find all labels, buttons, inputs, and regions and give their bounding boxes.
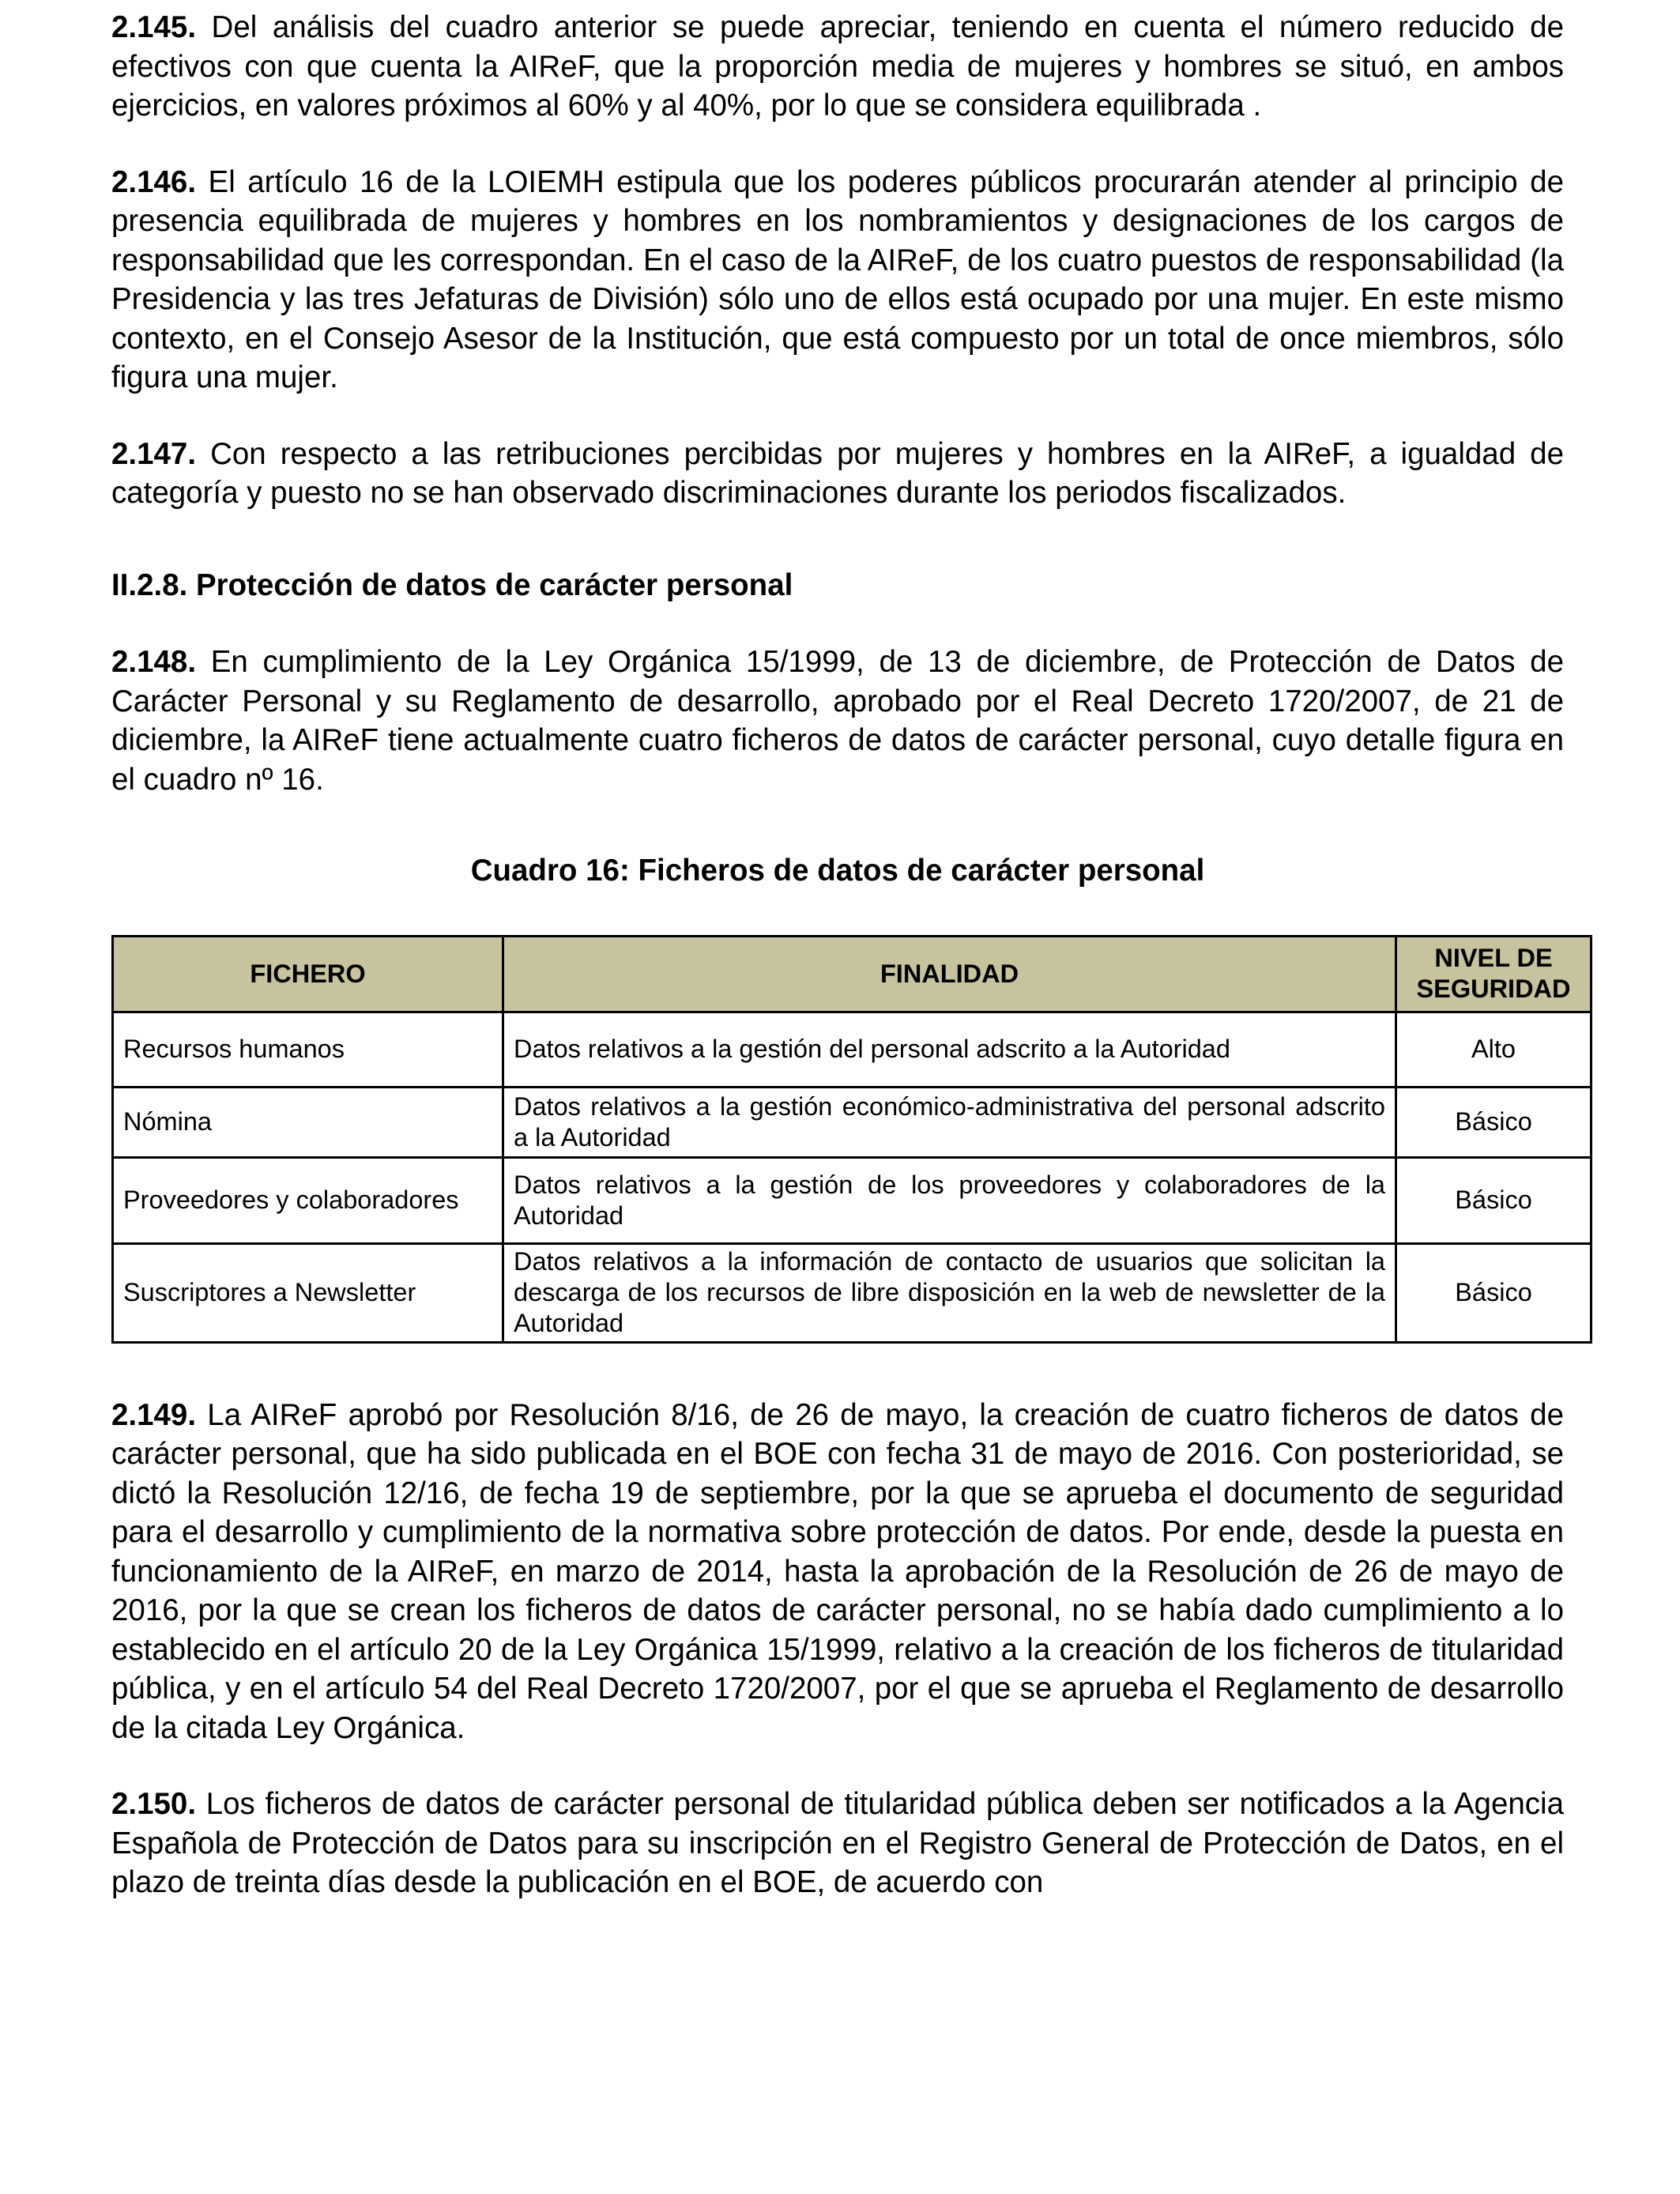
paragraph-number: 2.145. bbox=[111, 10, 197, 44]
paragraph-2-145 bbox=[111, 8, 1564, 126]
data-files-table bbox=[111, 935, 1592, 1344]
cell-nivel: Alto bbox=[1396, 1012, 1591, 1087]
table-header-row bbox=[113, 936, 1591, 1012]
cell-finalidad: Datos relativos a la gestión de los proveedores y colaboradores de la Autoridad bbox=[503, 1157, 1396, 1243]
paragraph-number: 2.150. bbox=[111, 1787, 197, 1821]
paragraph-text: En cumplimiento de la Ley Orgánica 15/1999, de 13 de diciembre, de Protección de Datos de Carácter Personal y su Reglamento de desarrollo, aprobado por el Real Decreto 1720/2007, de 21 de diciembre, la AIReF tiene actualmente cuatro ficheros de datos de carácter personal, cuyo detalle figura en el cuadro nº 16. bbox=[111, 645, 1564, 797]
cell-fichero: Nómina bbox=[113, 1087, 503, 1157]
section-heading: II.2.8. Protección de datos de carácter personal bbox=[111, 567, 793, 602]
table-row bbox=[113, 1012, 1591, 1087]
paragraph-text: Con respecto a las retribuciones percibidas por mujeres y hombres en la AIReF, a igualdad de categoría y puesto no se han observado discriminaciones durante los periodos fiscalizados. bbox=[111, 436, 1564, 510]
paragraph-2-149 bbox=[111, 1396, 1564, 1748]
paragraph-number: 2.149. bbox=[111, 1397, 197, 1432]
paragraph-2-146 bbox=[111, 163, 1564, 398]
cell-nivel: Básico bbox=[1396, 1243, 1591, 1342]
paragraph-2-148 bbox=[111, 643, 1564, 799]
table-row bbox=[113, 1157, 1591, 1243]
paragraph-text: Del análisis del cuadro anterior se puede apreciar, teniendo en cuenta el número reducido de efectivos con que cuenta la AIReF, que la proporción media de mujeres y hombres se situó, en ambos ejercicios, en valores próximos al 60% y al 40%, por lo que se considera equilibrada . bbox=[111, 10, 1564, 123]
paragraph-number: 2.148. bbox=[111, 645, 197, 679]
header-fichero: FICHERO bbox=[113, 936, 503, 1012]
table-row bbox=[113, 1087, 1591, 1157]
cell-fichero: Proveedores y colaboradores bbox=[113, 1157, 503, 1243]
paragraph-text: Los ficheros de datos de carácter personal de titularidad pública deben ser notificados a la Agencia Española de Protección de Datos para su inscripción en el Registro General de Protección de Datos, en el plazo de treinta días desde la publicación en el BOE, de acuerdo con bbox=[111, 1787, 1564, 1899]
header-finalidad: FINALIDAD bbox=[503, 936, 1396, 1012]
cell-nivel: Básico bbox=[1396, 1087, 1591, 1157]
cell-finalidad: Datos relativos a la información de contacto de usuarios que solicitan la descarga de los recursos de libre disposición en la web de newsletter de la Autoridad bbox=[503, 1243, 1396, 1342]
paragraph-number: 2.146. bbox=[111, 164, 197, 199]
paragraph-2-150 bbox=[111, 1785, 1564, 1902]
header-nivel-seguridad: NIVEL DE SEGURIDAD bbox=[1396, 936, 1591, 1012]
table-caption: Cuadro 16: Ficheros de datos de carácter personal bbox=[470, 854, 1205, 888]
paragraph-number: 2.147. bbox=[111, 436, 197, 471]
paragraph-text: La AIReF aprobó por Resolución 8/16, de 26 de mayo, la creación de cuatro ficheros de datos de carácter personal, que ha sido publicada en el BOE con fecha 31 de mayo de 2016. Con posterioridad, se dictó la Resolución 12/16, de fecha 19 de septiembre, por la que se aprueba el documento de seguridad para el desarrollo y cumplimiento de la normativa sobre protección de datos. Por ende, desde la puesta en funcionamiento de la AIReF, en marzo de 2014, hasta la aprobación de la Resolución de 26 de mayo de 2016, por la que se crean los ficheros de datos de carácter personal, no se había dado cumplimiento a lo establecido en el artículo 20 de la Ley Orgánica 15/1999, relativo a la creación de los ficheros de titularidad pública, y en el artículo 54 del Real Decreto 1720/2007, por el que se aprueba el Reglamento de desarrollo de la citada Ley Orgánica. bbox=[111, 1397, 1564, 1745]
paragraph-text: El artículo 16 de la LOIEMH estipula que los poderes públicos procurarán atender al principio de presencia equilibrada de mujeres y hombres en los nombramientos y designaciones de los cargos de responsabilidad que les correspondan. En el caso de la AIReF, de los cuatro puestos de responsabilidad (la Presidencia y las tres Jefaturas de División) sólo uno de ellos está ocupado por una mujer. En este mismo contexto, en el Consejo Asesor de la Institución, que está compuesto por un total de once miembros, sólo figura una mujer. bbox=[111, 164, 1564, 394]
cell-fichero: Suscriptores a Newsletter bbox=[113, 1243, 503, 1342]
table-row bbox=[113, 1243, 1591, 1342]
document-page bbox=[111, 8, 1571, 1902]
cell-nivel: Básico bbox=[1396, 1157, 1591, 1243]
paragraph-2-147 bbox=[111, 435, 1564, 513]
cell-finalidad: Datos relativos a la gestión económico-administrativa del personal adscrito a la Autoridad bbox=[503, 1087, 1396, 1157]
cell-finalidad: Datos relativos a la gestión del personal adscrito a la Autoridad bbox=[503, 1012, 1396, 1087]
cell-fichero: Recursos humanos bbox=[113, 1012, 503, 1087]
